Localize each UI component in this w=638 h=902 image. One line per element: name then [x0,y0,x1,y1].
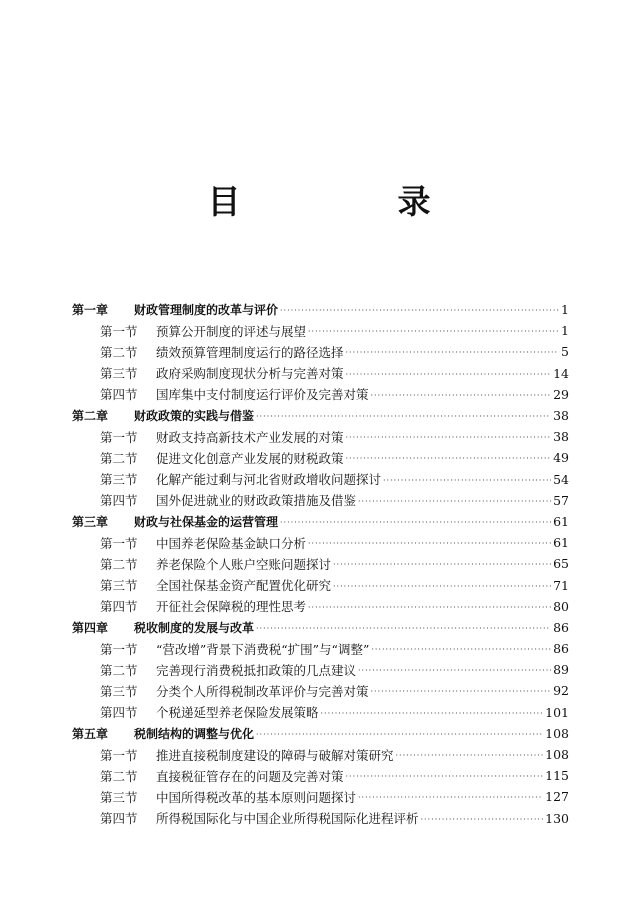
toc-entry-title: 财政管理制度的改革与评价 [134,303,279,318]
toc-section-entry [72,638,569,659]
toc-entry-title: 个税递延型养老保险发展策略 [156,705,319,721]
toc-entry-page-number: 86 [553,641,569,657]
toc-entry-title: 财政政策的实践与借鉴 [134,409,255,424]
toc-entry-number: 第四节 [100,705,138,721]
toc-entry-number: 第四节 [100,599,138,615]
toc-entry-number: 第二节 [100,768,138,784]
table-of-contents [72,299,569,829]
toc-entry-number: 第二章 [72,409,109,424]
toc-entry-title: 直接税征管存在的问题及完善对策 [156,768,344,784]
dot-leader [421,808,544,829]
toc-entry-number: 第四章 [72,620,109,635]
dot-leader [346,765,544,786]
toc-entry-title: 税制结构的调整与优化 [134,726,255,741]
toc-section-entry [72,596,569,617]
toc-entry-page-number: 115 [545,768,569,784]
dot-leader [256,617,551,638]
toc-chapter-entry [72,405,569,426]
toc-section-entry [72,363,569,384]
toc-section-entry [72,765,569,786]
toc-section-entry [72,469,569,490]
toc-entry-page-number: 101 [545,704,569,720]
toc-chapter-entry [72,723,569,744]
toc-entry-page-number: 29 [553,386,569,402]
toc-entry-number: 第三章 [72,514,109,529]
toc-entry-number: 第一章 [72,303,109,318]
dot-leader [346,426,552,447]
toc-entry-number: 第三节 [100,789,138,805]
toc-entry-page-number: 80 [553,598,569,614]
dot-leader [358,659,551,680]
toc-entry-title: 中国养老保险基金缺口分析 [156,535,307,551]
toc-entry-title: 税收制度的发展与改革 [134,620,255,635]
toc-entry-title: 国库集中支付制度运行评价及完善对策 [156,387,369,403]
toc-chapter-entry [72,299,569,320]
toc-entry-number: 第三节 [100,683,138,699]
toc-section-entry [72,680,569,701]
toc-entry-title: 开征社会保障税的理性思考 [156,599,307,615]
dot-leader [308,532,551,553]
dot-leader [308,596,551,617]
toc-entry-page-number: 61 [553,535,569,551]
toc-entry-title: 国外促进就业的财政政策措施及借鉴 [156,493,357,509]
toc-entry-page-number: 57 [553,492,569,508]
dot-leader [371,384,552,405]
toc-entry-page-number: 5 [561,344,569,360]
toc-section-entry [72,341,569,362]
toc-entry-title: 财政支持高新技术产业发展的对策 [156,429,344,445]
toc-entry-page-number: 108 [545,725,569,741]
toc-entry-number: 第四节 [100,811,138,827]
toc-entry-page-number: 86 [553,619,569,635]
toc-entry-page-number: 108 [545,747,569,763]
toc-entry-title: 所得税国际化与中国企业所得税国际化进程评析 [156,811,419,827]
toc-section-entry [72,490,569,511]
toc-entry-page-number: 61 [553,513,569,529]
toc-entry-number: 第四节 [100,493,138,509]
dot-leader [256,723,543,744]
toc-entry-title: 中国所得税改革的基本原则问题探讨 [156,789,357,805]
dot-leader [333,575,551,596]
toc-entry-number: 第二节 [100,662,138,678]
toc-entry-number: 第一节 [100,641,138,657]
dot-leader [358,786,543,807]
toc-entry-page-number: 89 [553,662,569,678]
dot-leader [383,469,551,490]
toc-entry-title: 政府采购制度现状分析与完善对策 [156,366,344,382]
toc-chapter-entry [72,617,569,638]
dot-leader [346,447,552,468]
toc-section-entry [72,702,569,723]
toc-entry-page-number: 65 [553,556,569,572]
toc-entry-title: “营改增”背景下消费税“扩围”与“调整” [156,641,370,657]
toc-entry-title: 绩效预算管理制度运行的路径选择 [156,344,344,360]
toc-entry-page-number: 130 [545,810,569,826]
toc-section-entry [72,786,569,807]
toc-entry-page-number: 38 [553,408,569,424]
toc-entry-page-number: 1 [561,323,569,339]
toc-section-entry [72,447,569,468]
toc-section-entry [72,532,569,553]
dot-leader [280,299,559,320]
dot-leader [308,320,559,341]
toc-entry-title: 推进直接税制度建设的障碍与破解对策研究 [156,747,394,763]
toc-entry-number: 第一节 [100,323,138,339]
toc-section-entry [72,384,569,405]
toc-entry-page-number: 71 [553,577,569,593]
toc-section-entry [72,659,569,680]
toc-entry-page-number: 92 [553,683,569,699]
toc-section-entry [72,808,569,829]
toc-entry-title: 分类个人所得税制改革评价与完善对策 [156,683,369,699]
toc-entry-number: 第四节 [100,387,138,403]
page-title: 目 录 [207,182,493,221]
toc-chapter-entry [72,511,569,532]
toc-section-entry [72,426,569,447]
toc-entry-number: 第二节 [100,450,138,466]
toc-entry-page-number: 14 [553,365,569,381]
toc-entry-title: 养老保险个人账户空账问题探讨 [156,556,332,572]
toc-entry-title: 完善现行消费税抵扣政策的几点建议 [156,662,357,678]
toc-entry-page-number: 1 [561,302,569,318]
toc-entry-page-number: 127 [545,789,569,805]
toc-entry-number: 第三节 [100,578,138,594]
dot-leader [321,702,544,723]
dot-leader [396,744,544,765]
toc-entry-number: 第一节 [100,747,138,763]
toc-section-entry [72,744,569,765]
toc-entry-number: 第二节 [100,344,138,360]
toc-section-entry [72,553,569,574]
toc-entry-number: 第三节 [100,472,138,488]
dot-leader [346,341,560,362]
toc-entry-title: 化解产能过剩与河北省财政增收问题探讨 [156,472,382,488]
dot-leader [333,553,551,574]
toc-entry-title: 财政与社保基金的运营管理 [134,514,279,529]
dot-leader [346,363,552,384]
toc-section-entry [72,320,569,341]
toc-entry-page-number: 54 [553,471,569,487]
toc-entry-title: 预算公开制度的评述与展望 [156,323,307,339]
toc-entry-number: 第二节 [100,556,138,572]
dot-leader [371,638,551,659]
toc-entry-title: 促进文化创意产业发展的财税政策 [156,450,344,466]
toc-entry-number: 第一节 [100,429,138,445]
toc-section-entry [72,574,569,595]
toc-entry-number: 第三节 [100,366,138,382]
toc-entry-page-number: 49 [553,450,569,466]
dot-leader [358,490,551,511]
dot-leader [371,680,552,701]
toc-entry-page-number: 38 [553,429,569,445]
toc-entry-number: 第五章 [72,726,109,741]
toc-entry-number: 第一节 [100,535,138,551]
dot-leader [256,405,551,426]
toc-entry-title: 全国社保基金资产配置优化研究 [156,578,332,594]
dot-leader [280,511,551,532]
